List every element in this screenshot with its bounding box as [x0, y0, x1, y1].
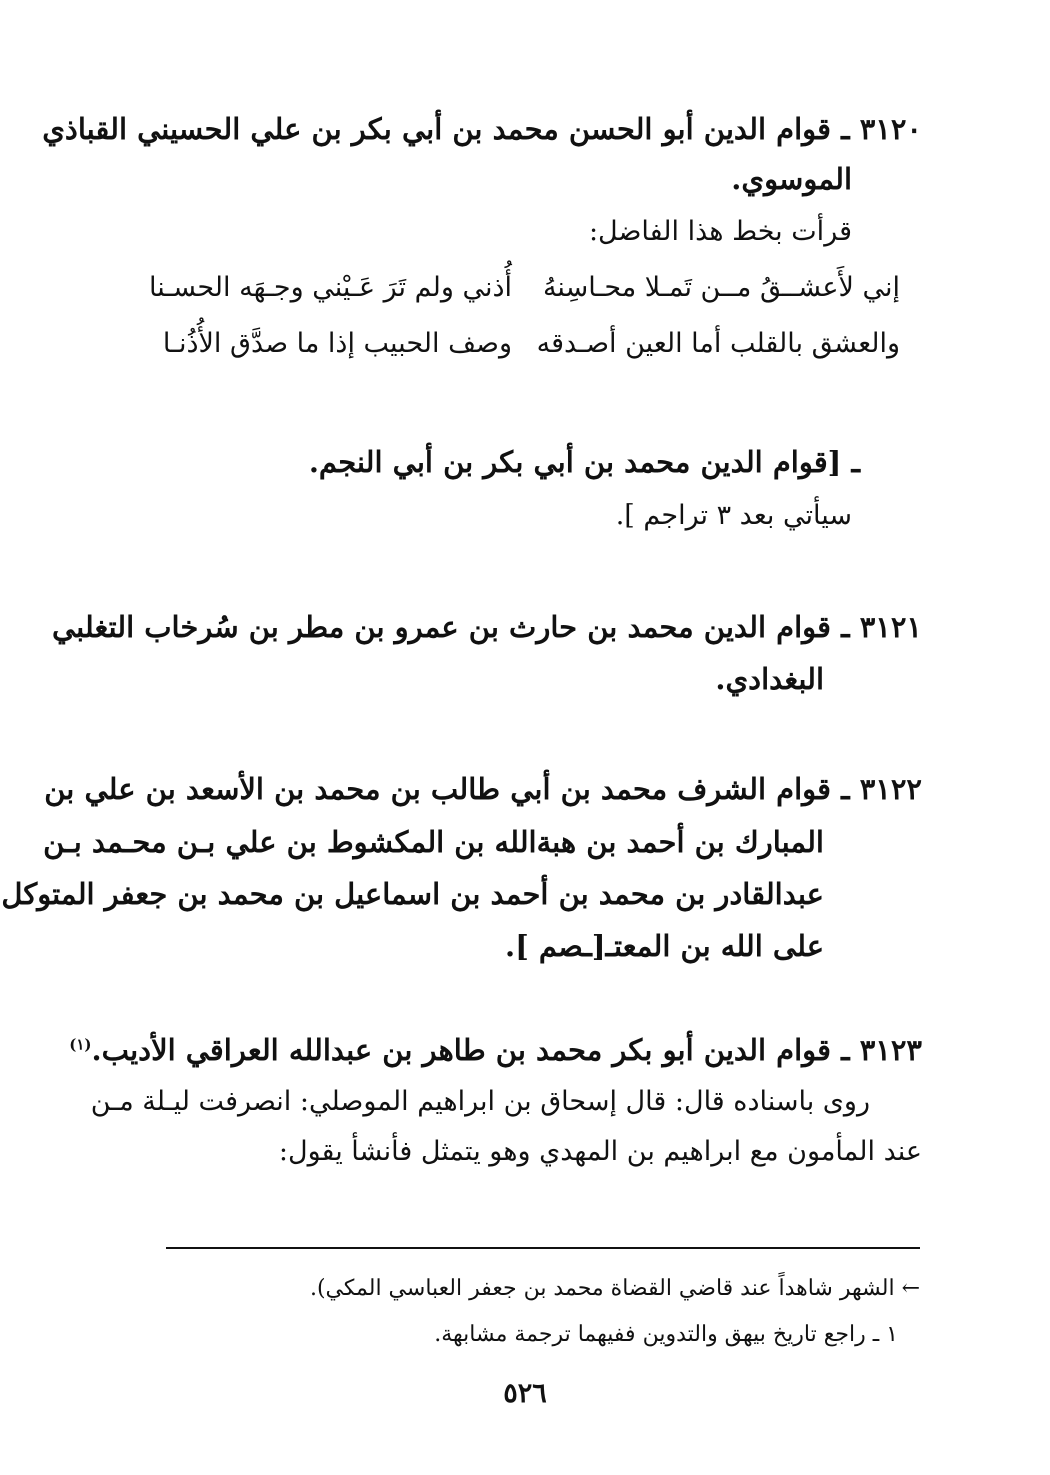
bracketed-note-text: سيأتي بعد ٣ تراجم ]. — [615, 500, 852, 531]
entry-3122-heading: ٣١٢٢ ـ قوام الشرف محمد بن أبي طالب بن محمد بن الأسعد بن علي بن — [44, 772, 922, 806]
verse-2-second-hemistich: وصف الحبيب إذا ما صدَّق الأُذُنـا — [162, 328, 512, 359]
entry-3123-paragraph-line-1: روى باسناده قال: قال إسحاق بن ابراهيم الموصلي: انصرفت ليـلة مـن — [90, 1086, 870, 1117]
entry-3122-heading-cont-3: على الله بن المعتـ[ـصم ]. — [504, 929, 824, 963]
entry-3121-heading: ٣١٢١ ـ قوام الدين محمد بن حارث بن عمرو بن مطر بن سُرخاب التغلبي — [52, 610, 922, 644]
entry-3120-heading-cont: الموسوي. — [731, 162, 852, 196]
footnote-continuation: ← الشهر شاهداً عند قاضي القضاة محمد بن جعفر العباسي المكي). — [309, 1276, 920, 1301]
entry-3120-intro: قرأت بخط هذا الفاضل: — [588, 216, 852, 247]
entry-3120-heading: ٣١٢٠ ـ قوام الدين أبو الحسن محمد بن أبي بكر بن علي الحسيني القباذي — [42, 112, 922, 146]
verse-1-first-hemistich: إني لأَعشــقُ مــن تَمـلا محـاسِنهُ — [542, 272, 900, 303]
entry-3121-heading-cont: البغدادي. — [715, 662, 824, 696]
entry-3122-heading-cont-1: المبارك بن أحمد بن هبةالله بن المكشوط بن علي بـن محـمد بـن — [43, 825, 824, 859]
verse-1-second-hemistich: أُذني ولم تَرَ عَـيْني وجـهَه الحسـنا — [148, 272, 512, 303]
entry-3123-heading-text: ٣١٢٣ ـ قوام الدين أبو بكر محمد بن طاهر بن عبدالله العراقي الأديب. — [91, 1033, 922, 1067]
entry-3123-paragraph-line-2: عند المأمون مع ابراهيم بن المهدي وهو يتمثل فأنشأ يقول: — [278, 1136, 922, 1167]
page-number: ٥٢٦ — [503, 1378, 547, 1409]
verse-2-first-hemistich: والعشق بالقلب أما العين أصـدقه — [536, 328, 900, 359]
footnote-1: ١ ـ راجع تاريخ بيهق والتدوين ففيهما ترجمة مشابهة. — [434, 1322, 898, 1347]
bracketed-note-heading: ـ [قوام الدين محمد بن أبي بكر بن أبي النجم. — [308, 445, 860, 479]
entry-3122-heading-cont-2: عبدالقادر بن محمد بن أحمد بن اسماعيل بن محمد بن جعفر المتوكل — [1, 877, 824, 911]
footnote-reference: (١) — [69, 1035, 92, 1054]
footnote-separator — [166, 1247, 920, 1249]
entry-3123-heading — [69, 1033, 922, 1067]
